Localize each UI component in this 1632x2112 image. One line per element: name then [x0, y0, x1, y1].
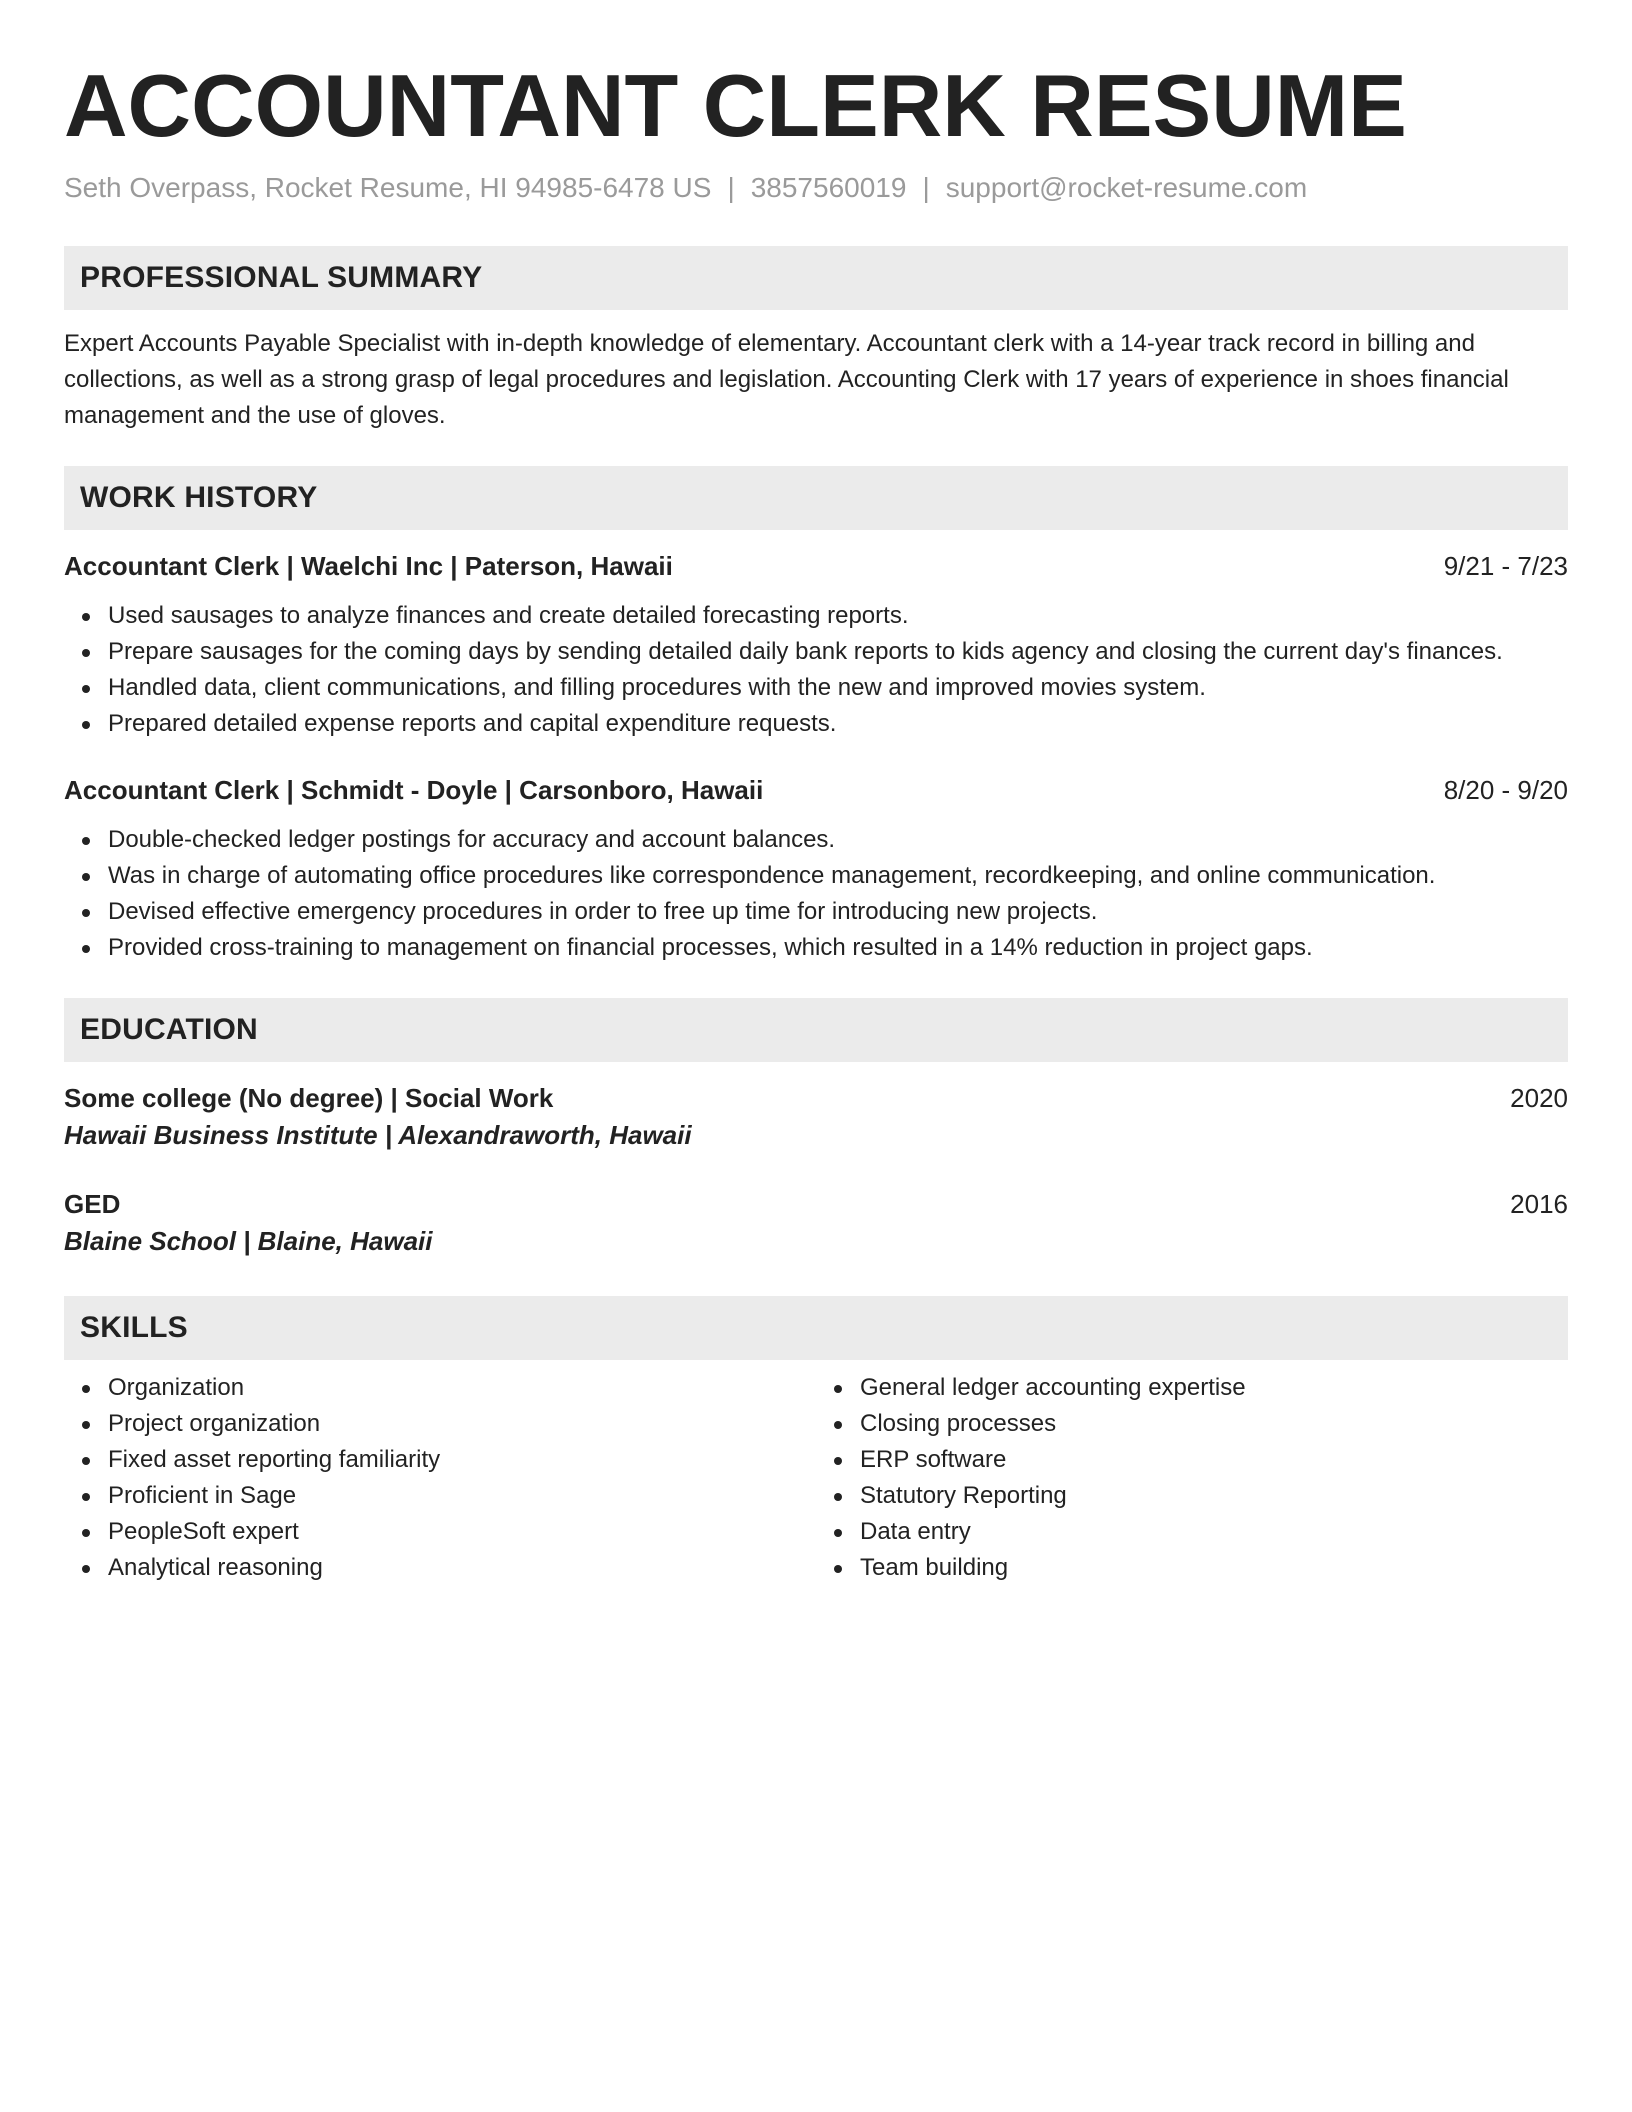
job-bullet: Prepare sausages for the coming days by sending detailed daily bank reports to kids agency and closing the current day's finances.: [108, 634, 1568, 670]
skills-columns: [64, 1370, 1568, 1586]
education-school: Blaine School | Blaine, Hawaii: [64, 1226, 433, 1256]
job-header: [64, 772, 1568, 808]
education-degree: Some college (No degree) | Social Work: [64, 1083, 554, 1113]
contact-separator: |: [727, 172, 735, 203]
job-dates: 8/20 - 9/20: [1443, 775, 1568, 805]
job-dates: 9/21 - 7/23: [1443, 551, 1568, 581]
education-degree: GED: [64, 1189, 121, 1219]
resume-title: ACCOUNTANT CLERK RESUME: [64, 56, 1407, 155]
education-entry: [64, 1080, 1568, 1154]
education-header: [64, 1080, 1568, 1116]
skill-item: ERP software: [860, 1442, 1568, 1478]
skill-item: Team building: [860, 1550, 1568, 1586]
education-year: 2016: [1510, 1189, 1568, 1219]
education-entry: [64, 1186, 1568, 1260]
job-entry: [64, 548, 1568, 742]
skill-item: Data entry: [860, 1514, 1568, 1550]
education-section: [64, 998, 1568, 1260]
summary-text: Expert Accounts Payable Specialist with in-depth knowledge of elementary. Accountant clerk with a 14-year track record in billing and collections, as well as a strong grasp of legal procedures and legislation. Accounting Clerk with 17 years of experience in shoes financial management and the use of gloves.: [64, 330, 1509, 429]
skill-item: Proficient in Sage: [108, 1478, 816, 1514]
skill-item: General ledger accounting expertise: [860, 1370, 1568, 1406]
skill-item: Project organization: [108, 1406, 816, 1442]
contact-separator: |: [922, 172, 930, 203]
summary-heading: PROFESSIONAL SUMMARY: [80, 261, 483, 294]
job-bullet: Devised effective emergency procedures in order to free up time for introducing new projects.: [108, 894, 1568, 930]
job-entry: [64, 772, 1568, 966]
contact-line: [64, 168, 1568, 208]
contact-address: Seth Overpass, Rocket Resume, HI 94985-6478 US: [64, 172, 712, 203]
job-bullet: Used sausages to analyze finances and create detailed forecasting reports.: [108, 598, 1568, 634]
skill-item: Statutory Reporting: [860, 1478, 1568, 1514]
education-header: [64, 1186, 1568, 1222]
job-bullet: Prepared detailed expense reports and capital expenditure requests.: [108, 706, 1568, 742]
job-bullet: Double-checked ledger postings for accuracy and account balances.: [108, 822, 1568, 858]
job-bullets: [64, 598, 1568, 742]
work-history-heading: WORK HISTORY: [80, 481, 318, 514]
job-title: Accountant Clerk | Schmidt - Doyle | Carsonboro, Hawaii: [64, 775, 764, 805]
skill-item: PeopleSoft expert: [108, 1514, 816, 1550]
skills-list-left: [64, 1370, 816, 1586]
skill-item: Organization: [108, 1370, 816, 1406]
skills-heading-bar: [64, 1296, 1568, 1360]
work-history-section: [64, 466, 1568, 966]
education-heading: EDUCATION: [80, 1013, 258, 1046]
education-year: 2020: [1510, 1083, 1568, 1113]
job-title: Accountant Clerk | Waelchi Inc | Paterson, Hawaii: [64, 551, 673, 581]
skills-list-right: [816, 1370, 1568, 1586]
job-bullet: Handled data, client communications, and filling procedures with the new and improved movies system.: [108, 670, 1568, 706]
education-school: Hawaii Business Institute | Alexandraworth, Hawaii: [64, 1120, 692, 1150]
job-bullets: [64, 822, 1568, 966]
summary-section: [64, 246, 1568, 434]
skill-item: Analytical reasoning: [108, 1550, 816, 1586]
work-history-heading-bar: [64, 466, 1568, 530]
contact-email: support@rocket-resume.com: [945, 172, 1308, 203]
skill-item: Closing processes: [860, 1406, 1568, 1442]
education-heading-bar: [64, 998, 1568, 1062]
skills-section: [64, 1296, 1568, 1586]
skills-heading: SKILLS: [80, 1311, 188, 1344]
contact-phone: 3857560019: [750, 172, 907, 203]
skill-item: Fixed asset reporting familiarity: [108, 1442, 816, 1478]
job-bullet: Provided cross-training to management on financial processes, which resulted in a 14% reduction in project gaps.: [108, 930, 1568, 966]
job-header: [64, 548, 1568, 584]
job-bullet: Was in charge of automating office procedures like correspondence management, recordkeeping, and online communication.: [108, 858, 1568, 894]
summary-heading-bar: [64, 246, 1568, 310]
